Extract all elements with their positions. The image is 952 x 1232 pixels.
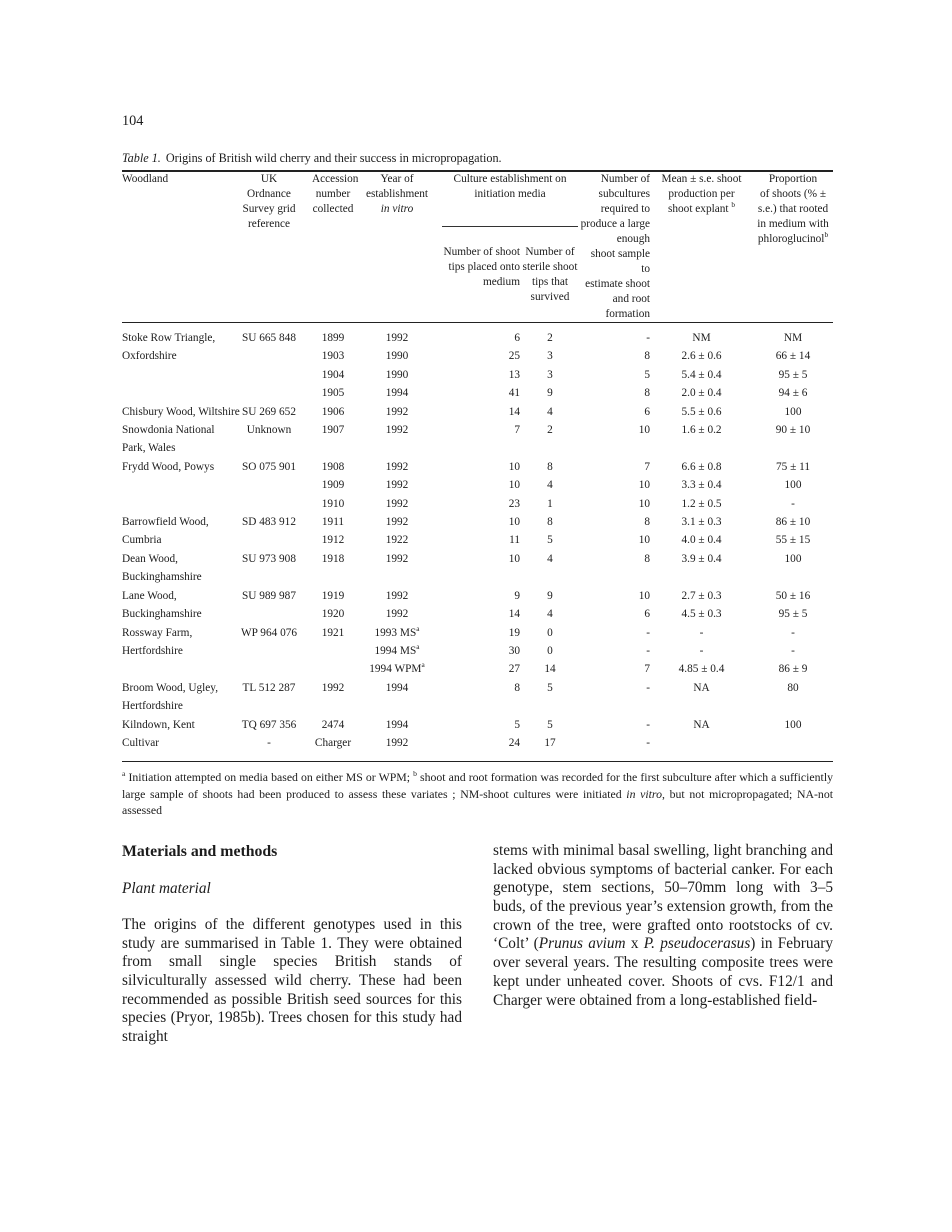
cell-woodland: Kilndown, Kent (122, 718, 195, 731)
cell-placed: 10 11 (508, 516, 520, 547)
cell-accession: 1911 1912 (321, 516, 345, 547)
cell-mean: 1.6 ± 0.2 (681, 424, 722, 437)
footnote-in-vitro: in vitro (626, 786, 662, 801)
cell-rooted: 90 ± 10 (775, 424, 811, 437)
cell-accession: 1919 1920 (321, 589, 345, 621)
cell-subcultures: - (646, 681, 651, 694)
cell-year: 1992 (385, 552, 409, 565)
right-paragraph-part2: x (625, 935, 644, 953)
cell-accession: 1992 (321, 681, 345, 694)
table-group-row (122, 624, 833, 679)
species-name-pseudocerasus: P. pseudocerasus (643, 935, 751, 953)
cell-grid: SU 665 848 (242, 332, 296, 344)
col-header-tips-survived: Number of sterile shoot tips that survived (522, 246, 578, 304)
footnote-marker-b: b (413, 769, 417, 779)
cell-subcultures: 8 10 (638, 516, 651, 547)
cell-rooted: NM 66 ± 14 95 ± 5 94 ± 6 (775, 332, 811, 400)
section-heading-materials-and-methods: Materials and methods (122, 842, 278, 860)
cell-year: 1992 (385, 424, 409, 437)
table-header (122, 171, 833, 323)
cell-mean: NA (693, 718, 710, 731)
cell-subcultures: 8 (644, 552, 651, 565)
cell-grid: SU 973 908 (242, 552, 296, 565)
right-column (493, 842, 833, 1047)
cell-woodland: Barrowfield Wood, Cumbria (122, 516, 209, 547)
cell-woodland: Stoke Row Triangle, Oxfordshire (122, 332, 216, 363)
table-group-row (122, 458, 833, 513)
cell-grid: SU 269 652 (242, 405, 296, 418)
footnote-text-c: , but not micropropagated; NA-not assessed (122, 786, 833, 817)
cell-grid: SD 483 912 (242, 516, 296, 529)
cell-mean: 5.5 ± 0.6 (681, 405, 722, 418)
cell-mean: 2.7 ± 0.3 4.5 ± 0.3 (681, 589, 722, 621)
cell-woodland: Lane Wood, Buckinghamshire (122, 589, 202, 621)
cell-grid: SU 989 987 (242, 589, 296, 602)
cell-accession: 1907 (321, 424, 345, 437)
col-header-grid-reference: UK Ordnance Survey grid reference (242, 173, 296, 230)
col-header-tips-placed: Number of shoot tips placed onto medium (443, 246, 520, 289)
cell-placed: 14 (508, 405, 520, 418)
cell-rooted: 100 (784, 552, 802, 565)
cell-year: 1992 1992 (385, 589, 409, 621)
col-header-mean-shoot-production: Mean ± s.e. shoot production per shoot explant $^b$ (661, 173, 742, 215)
right-paragraph-part3: ) in February over several years. The resulting composite trees were kept under unheated cover. Shoots of cvs. F12/1 and Charger were obtained from a long-established field- (493, 935, 834, 1009)
cell-grid: WP 964 076 (240, 626, 298, 639)
left-column (122, 842, 462, 1047)
cell-woodland: Broom Wood, Ugley, Hertfordshire (122, 681, 219, 713)
cell-subcultures: 10 6 (638, 589, 651, 621)
cell-accession: 1908 1909 1910 (321, 460, 345, 510)
cell-survived: 9 4 (547, 589, 553, 621)
cell-accession: 1921 (321, 626, 345, 639)
cell-mean: 3.1 ± 0.3 4.0 ± 0.4 (681, 516, 722, 547)
cell-accession: Charger (314, 736, 352, 749)
subsection-heading-plant-material: Plant material (122, 879, 211, 897)
cell-year: 1992 1990 1990 1994 (385, 332, 409, 400)
col-header-culture-establishment-group (440, 171, 580, 241)
footnote-marker-a: a (122, 769, 126, 779)
cell-survived: 2 3 3 9 (547, 332, 553, 400)
cell-subcultures: 7 10 10 (638, 460, 651, 510)
cell-placed: 9 14 (508, 589, 520, 621)
cell-subcultures: 10 (638, 424, 651, 437)
cell-accession: 2474 (321, 718, 345, 731)
right-paragraph-part1: stems with minimal basal swelling, light branching and lacked obvious symptoms of bacterial canker. For each genotype, stem sections, 50–70mm long with 3–5 buds, of the previous year’s extension growth, from the crown of the tree, were grafted onto rootstocks of cv. ‘Colt’ ( (493, 841, 833, 953)
cell-survived: 5 (547, 718, 553, 731)
table-caption-text: Origins of British wild cherry and their success in micropropagation. (165, 151, 502, 165)
cell-grid: TL 512 287 (242, 681, 296, 694)
cell-year: 1992 (385, 736, 409, 749)
cell-woodland: Chisbury Wood, Wiltshire (122, 405, 240, 418)
cell-rooted: 75 ± 11 100 - (776, 460, 811, 510)
cell-accession: 1918 (321, 552, 345, 565)
footnote-text-a: Initiation attempted on media based on either MS or WPM; (125, 770, 414, 785)
col-header-proportion-rooted: Proportion of shoots (% ± s.e.) that rooted in medium with phloroglucinol$^b$ (757, 173, 829, 245)
cell-placed: 6 25 13 41 (508, 332, 520, 400)
cell-survived: 17 (544, 736, 556, 749)
page-number: 104 (122, 113, 144, 129)
cell-survived: 8 5 (547, 516, 553, 547)
cell-subcultures: - (646, 736, 651, 749)
col-header-woodland: Woodland (122, 173, 169, 185)
cell-placed: 10 (508, 552, 520, 565)
cell-placed: 5 (514, 718, 520, 731)
cell-survived: 0 0 14 (544, 626, 556, 676)
cell-survived: 4 (547, 405, 553, 418)
cell-subcultures: - - 7 (644, 626, 651, 676)
cell-rooted: - - 86 ± 9 (778, 626, 808, 676)
body-text-columns (122, 842, 833, 1047)
cell-survived: 4 (547, 552, 553, 565)
cell-grid: TQ 697 356 (241, 718, 297, 731)
cell-woodland: Frydd Wood, Powys (122, 460, 215, 473)
cell-placed: 24 (508, 736, 520, 749)
culture-group-title: Culture establishment on initiation media (442, 172, 578, 227)
cell-survived: 8 4 1 (547, 460, 553, 510)
cell-mean: 3.9 ± 0.4 (681, 552, 722, 565)
table-group-row (122, 679, 833, 716)
cell-grid: - (267, 736, 271, 749)
col-header-year-established (354, 171, 440, 323)
cell-woodland: Snowdonia National Park, Wales (122, 424, 215, 455)
col-header-year-text: Year of establishment (365, 173, 429, 200)
cell-mean: 6.6 ± 0.8 3.3 ± 0.4 1.2 ± 0.5 (681, 460, 722, 510)
table-caption (122, 151, 833, 166)
cell-rooted: 80 (787, 681, 799, 694)
table-footnote (122, 769, 833, 818)
table-group-row (122, 403, 833, 421)
cell-placed: 7 (514, 424, 520, 437)
cell-subcultures: 6 (644, 405, 651, 418)
cell-mean: NA (693, 681, 710, 694)
table-caption-label: Table 1. (122, 151, 161, 165)
cell-survived: 5 (547, 681, 553, 694)
table-group-row (122, 716, 833, 734)
cell-grid: Unknown (246, 424, 292, 437)
footnote-text-b: shoot and root formation was recorded for the first subculture after which a sufficiently large sample of shoots had been produced to assess these variates ; NM-shoot cultures were initiated (122, 770, 833, 801)
table-body (122, 323, 833, 762)
cell-rooted: 100 (784, 405, 802, 418)
table-group-row (122, 587, 833, 624)
cell-mean: NM 2.6 ± 0.6 5.4 ± 0.4 2.0 ± 0.4 (681, 332, 722, 400)
cell-accession: 1906 (321, 405, 345, 418)
cell-rooted (753, 734, 833, 762)
cell-mean (650, 734, 753, 762)
table-group-row (122, 550, 833, 587)
cell-placed: 10 10 23 (508, 460, 520, 510)
cell-rooted: 100 (784, 718, 802, 731)
cell-survived: 2 (547, 424, 553, 437)
table-group-row (122, 513, 833, 550)
species-name-prunus-avium: Prunus avium (538, 935, 626, 953)
cell-placed: 19 30 27 (508, 626, 520, 676)
cell-year: 1992 1992 1992 (385, 460, 409, 510)
cell-year: 1993 $MS^a$ 1994 $MS^a$ 1994 WPM$^a$ (369, 623, 425, 676)
cell-woodland: Dean Wood, Buckinghamshire (122, 552, 202, 584)
cell-subcultures: - (646, 718, 651, 731)
cell-grid: SO 075 901 (242, 460, 296, 473)
col-header-subcultures: Number of subcultures required to produce a large enough shoot sample to estimate shoot and root formation (580, 173, 651, 320)
table-group-row (122, 323, 833, 403)
cell-accession: 1899 1903 1904 1905 (321, 332, 345, 400)
cell-woodland: Cultivar (122, 736, 160, 749)
cell-mean: - - 4.85 ± 0.4 (678, 626, 725, 676)
cell-subcultures: - 8 5 8 (644, 332, 651, 400)
table-1 (122, 170, 833, 762)
col-header-year-in-vitro: in vitro (380, 203, 414, 215)
table-group-row (122, 421, 833, 458)
cell-year: 1992 (385, 405, 409, 418)
cell-placed: 8 (514, 681, 520, 694)
table-group-row (122, 734, 833, 762)
left-column-paragraph: The origins of the different genotypes used in this study are summarised in Table 1. They were obtained from small single species British stands of silviculturally assessed wild cherry. These had been recommended as possible British seed sources for this species (Pryor, 1985b). Trees chosen for this study had straight (122, 915, 462, 1046)
cell-year: 1994 (385, 718, 409, 731)
cell-rooted: 50 ± 16 95 ± 5 (775, 589, 811, 621)
col-header-accession-number: Accession number collected (312, 173, 359, 215)
cell-year: 1994 (385, 681, 409, 694)
right-column-paragraph (493, 842, 833, 1010)
cell-woodland: Rossway Farm, Hertfordshire (122, 626, 193, 657)
cell-rooted: 86 ± 10 55 ± 15 (775, 516, 811, 547)
cell-year: 1992 1922 (385, 516, 409, 547)
